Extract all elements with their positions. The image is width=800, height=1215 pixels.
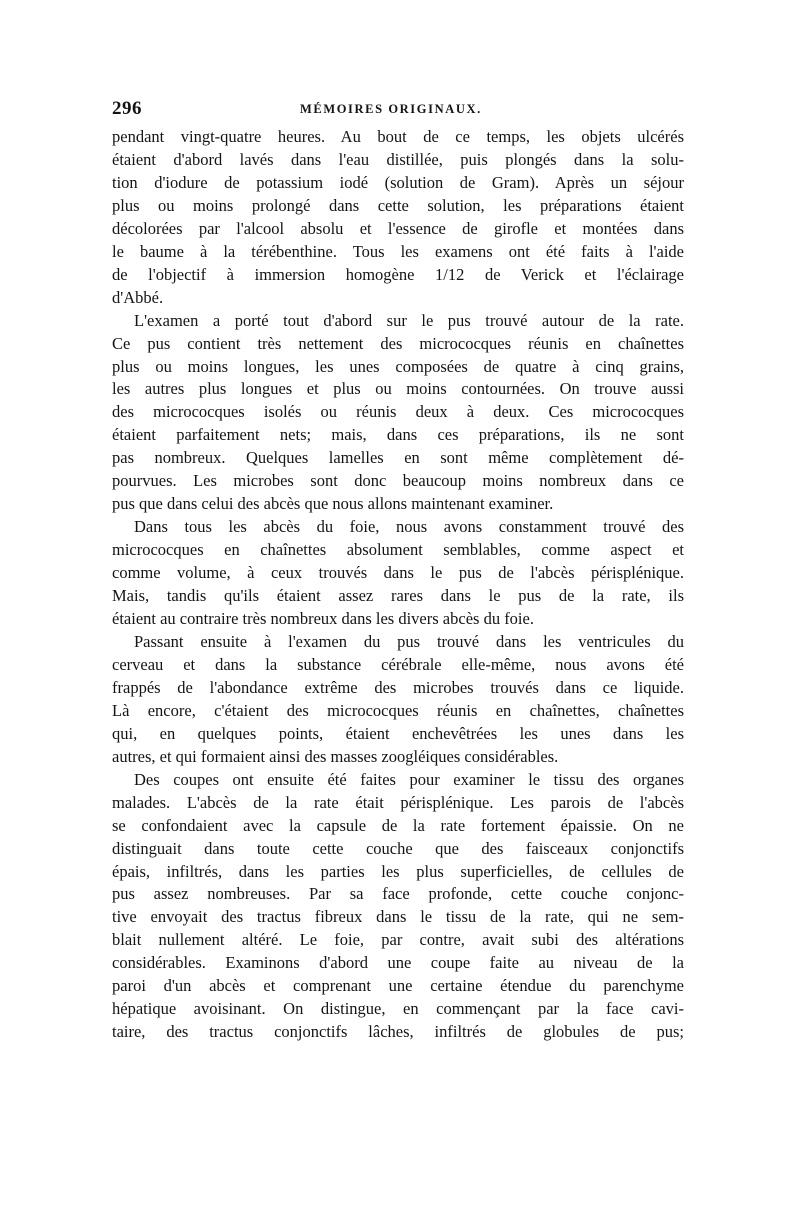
paragraph-start-line: L'examen a porté tout d'abord sur le pus trouvé autour de la rate. <box>134 310 684 330</box>
text-line: cerveau et dans la substance cérébrale elle-même, nous avons été <box>112 654 684 674</box>
body-text <box>112 126 684 1044</box>
text-line: le baume à la térébenthine. Tous les examens ont été faits à l'aide <box>112 241 684 261</box>
page-number: 296 <box>112 98 142 119</box>
text-line: étaient parfaitement nets; mais, dans ces préparations, ils ne sont <box>112 425 684 445</box>
text-line: d'Abbé. <box>112 287 164 307</box>
text-line: pendant vingt-quatre heures. Au bout de ce temps, les objets ulcérés <box>112 127 684 146</box>
running-title: MÉMOIRES ORIGINAUX. <box>300 102 482 116</box>
text-line: Ce pus contient très nettement des micrococques réunis en chaînettes <box>112 333 684 353</box>
text-line: de l'objectif à immersion homogène 1/12 de Verick et l'éclairage <box>112 264 684 284</box>
text-line: des micrococques isolés ou réunis deux à deux. Ces micrococques <box>112 402 684 422</box>
text-line: Mais, tandis qu'ils étaient assez rares dans le pus de la rate, ils <box>112 586 684 606</box>
text-line: pas nombreux. Quelques lamelles en sont même complètement dé- <box>112 448 684 468</box>
text-line: malades. L'abcès de la rate était périsplénique. Les parois de l'abcès <box>112 792 684 812</box>
paragraph-start-line: Dans tous les abcès du foie, nous avons constamment trouvé des <box>134 517 684 537</box>
text-line: comme volume, à ceux trouvés dans le pus de l'abcès périsplénique. <box>112 563 684 583</box>
text-line: décolorées par l'alcool absolu et l'essence de girofle et montées dans <box>112 218 684 238</box>
text-line: blait nullement altéré. Le foie, par contre, avait subi des altérations <box>112 930 684 950</box>
text-line: pus que dans celui des abcès que nous allons maintenant examiner. <box>112 494 554 514</box>
page-header <box>112 98 688 126</box>
text-line: Là encore, c'étaient des micrococques réunis en chaînettes, chaînettes <box>112 700 684 720</box>
text-line: épais, infiltrés, dans les parties les plus superficielles, de cellules de <box>112 861 684 881</box>
text-line: plus ou moins longues, les unes composées de quatre à cinq grains, <box>112 356 684 376</box>
text-line: les autres plus longues et plus ou moins contournées. On trouve aussi <box>112 379 684 399</box>
text-line: taire, des tractus conjonctifs lâches, infiltrés de globules de pus; <box>112 1022 684 1042</box>
text-line: considérables. Examinons d'abord une coupe faite au niveau de la <box>112 953 684 973</box>
text-line: paroi d'un abcès et comprenant une certaine étendue du parenchyme <box>112 976 684 996</box>
text-line: tion d'iodure de potassium iodé (solution de Gram). Après un séjour <box>112 172 684 192</box>
text-line: distinguait dans toute cette couche que des faisceaux conjonctifs <box>112 838 684 858</box>
text-line: qui, en quelques points, étaient enchevêtrées les unes dans les <box>112 723 684 743</box>
text-line: tive envoyait des tractus fibreux dans le tissu de la rate, qui ne sem- <box>112 907 684 927</box>
text-line: pus assez nombreuses. Par sa face profonde, cette couche conjonc- <box>112 884 684 904</box>
text-line: autres, et qui formaient ainsi des masses zoogléiques considérables. <box>112 746 559 766</box>
text-line: hépatique avoisinant. On distingue, en commençant par la face cavi- <box>112 999 684 1019</box>
paragraph-start-line: Passant ensuite à l'examen du pus trouvé dans les ventricules du <box>134 631 684 651</box>
text-line: plus ou moins prolongé dans cette solution, les préparations étaient <box>112 195 684 215</box>
text-line: frappés de l'abondance extrême des microbes trouvés dans ce liquide. <box>112 677 684 697</box>
text-line: micrococques en chaînettes absolument semblables, comme aspect et <box>112 540 684 560</box>
text-line: se confondaient avec la capsule de la rate fortement épaissie. On ne <box>112 815 684 835</box>
text-line: pourvues. Les microbes sont donc beaucoup moins nombreux dans ce <box>112 471 684 491</box>
paragraph-start-line: Des coupes ont ensuite été faites pour examiner le tissu des organes <box>134 769 684 789</box>
text-line: étaient d'abord lavés dans l'eau distillée, puis plongés dans la solu- <box>112 149 684 169</box>
text-line: étaient au contraire très nombreux dans les divers abcès du foie. <box>112 609 534 629</box>
